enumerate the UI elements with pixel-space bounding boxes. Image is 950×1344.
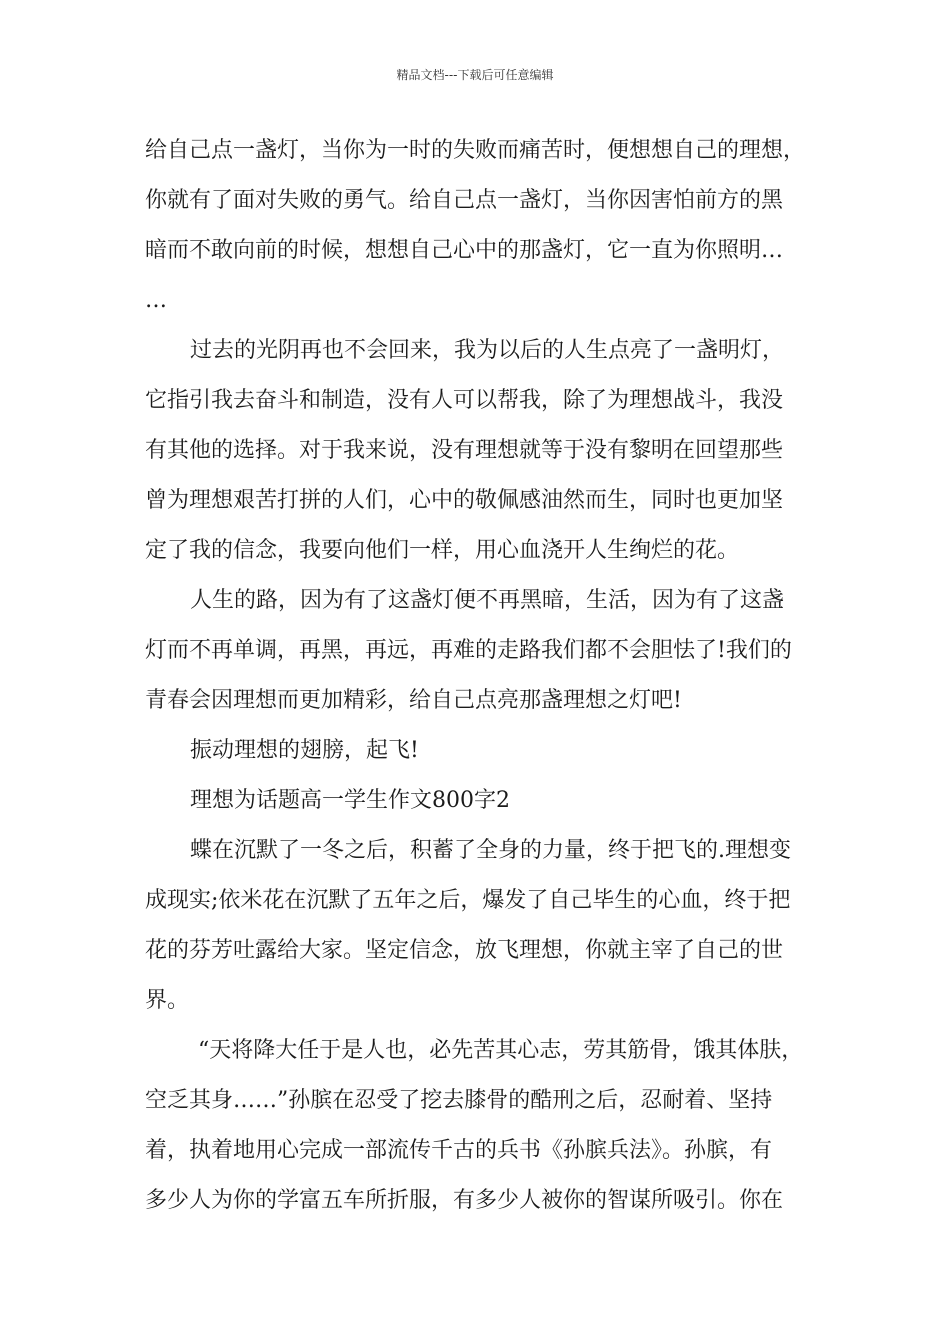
text-line: 曾为理想艰苦打拼的人们，心中的敬佩感油然而生，同时也更加坚 bbox=[145, 488, 784, 513]
text-line: 你就有了面对失败的勇气。给自己点一盏灯，当你因害怕前方的黑 bbox=[145, 188, 784, 213]
text-line: 蝶在沉默了一冬之后，积蓄了全身的力量，终于把飞的.理想变 bbox=[190, 838, 791, 863]
text-line: 暗而不敢向前的时候，想想自己心中的那盏灯，它一直为你照明… bbox=[145, 238, 784, 263]
text-line: 人生的路，因为有了这盏灯便不再黑暗，生活，因为有了这盏 bbox=[190, 588, 785, 613]
text-line: 有其他的选择。对于我来说，没有理想就等于没有黎明在回望那些 bbox=[145, 438, 784, 463]
text-line: 界。 bbox=[145, 988, 190, 1013]
text-line: 过去的光阴再也不会回来，我为以后的人生点亮了一盏明灯， bbox=[190, 338, 785, 363]
text-line: “天将降大任于是人也，必先苦其心志，劳其筋骨，饿其体肤， bbox=[198, 1038, 804, 1063]
text-line: 定了我的信念，我要向他们一样，用心血浇开人生绚烂的花。 bbox=[145, 538, 740, 563]
text-line: 振动理想的翅膀，起飞! bbox=[190, 738, 419, 763]
page-header: 精品文档---下载后可任意编辑 bbox=[396, 68, 554, 82]
text-line: 多少人为你的学富五车所折服，有多少人被你的智谋所吸引。你在 bbox=[145, 1188, 784, 1213]
text-line: 青春会因理想而更加精彩，给自己点亮那盏理想之灯吧! bbox=[145, 688, 682, 713]
text-line: 空乏其身……”孙膑在忍受了挖去膝骨的酷刑之后，忍耐着、坚持 bbox=[145, 1088, 773, 1113]
text-line: 它指引我去奋斗和制造，没有人可以帮我，除了为理想战斗，我没 bbox=[145, 388, 784, 413]
section-title: 理想为话题高一学生作文800字2 bbox=[190, 788, 510, 813]
text-line: 成现实;依米花在沉默了五年之后，爆发了自己毕生的心血，终于把 bbox=[145, 888, 791, 913]
text-line: … bbox=[145, 288, 167, 313]
text-line: 花的芬芳吐露给大家。坚定信念，放飞理想，你就主宰了自己的世 bbox=[145, 938, 784, 963]
text-line: 灯而不再单调，再黑，再远，再难的走路我们都不会胆怯了!我们的 bbox=[145, 638, 792, 663]
text-line: 给自己点一盏灯，当你为一时的失败而痛苦时，便想想自己的理想， bbox=[145, 138, 806, 163]
text-line: 着，执着地用心完成一部流传千古的兵书《孙膑兵法》。孙膑，有 bbox=[145, 1138, 773, 1163]
